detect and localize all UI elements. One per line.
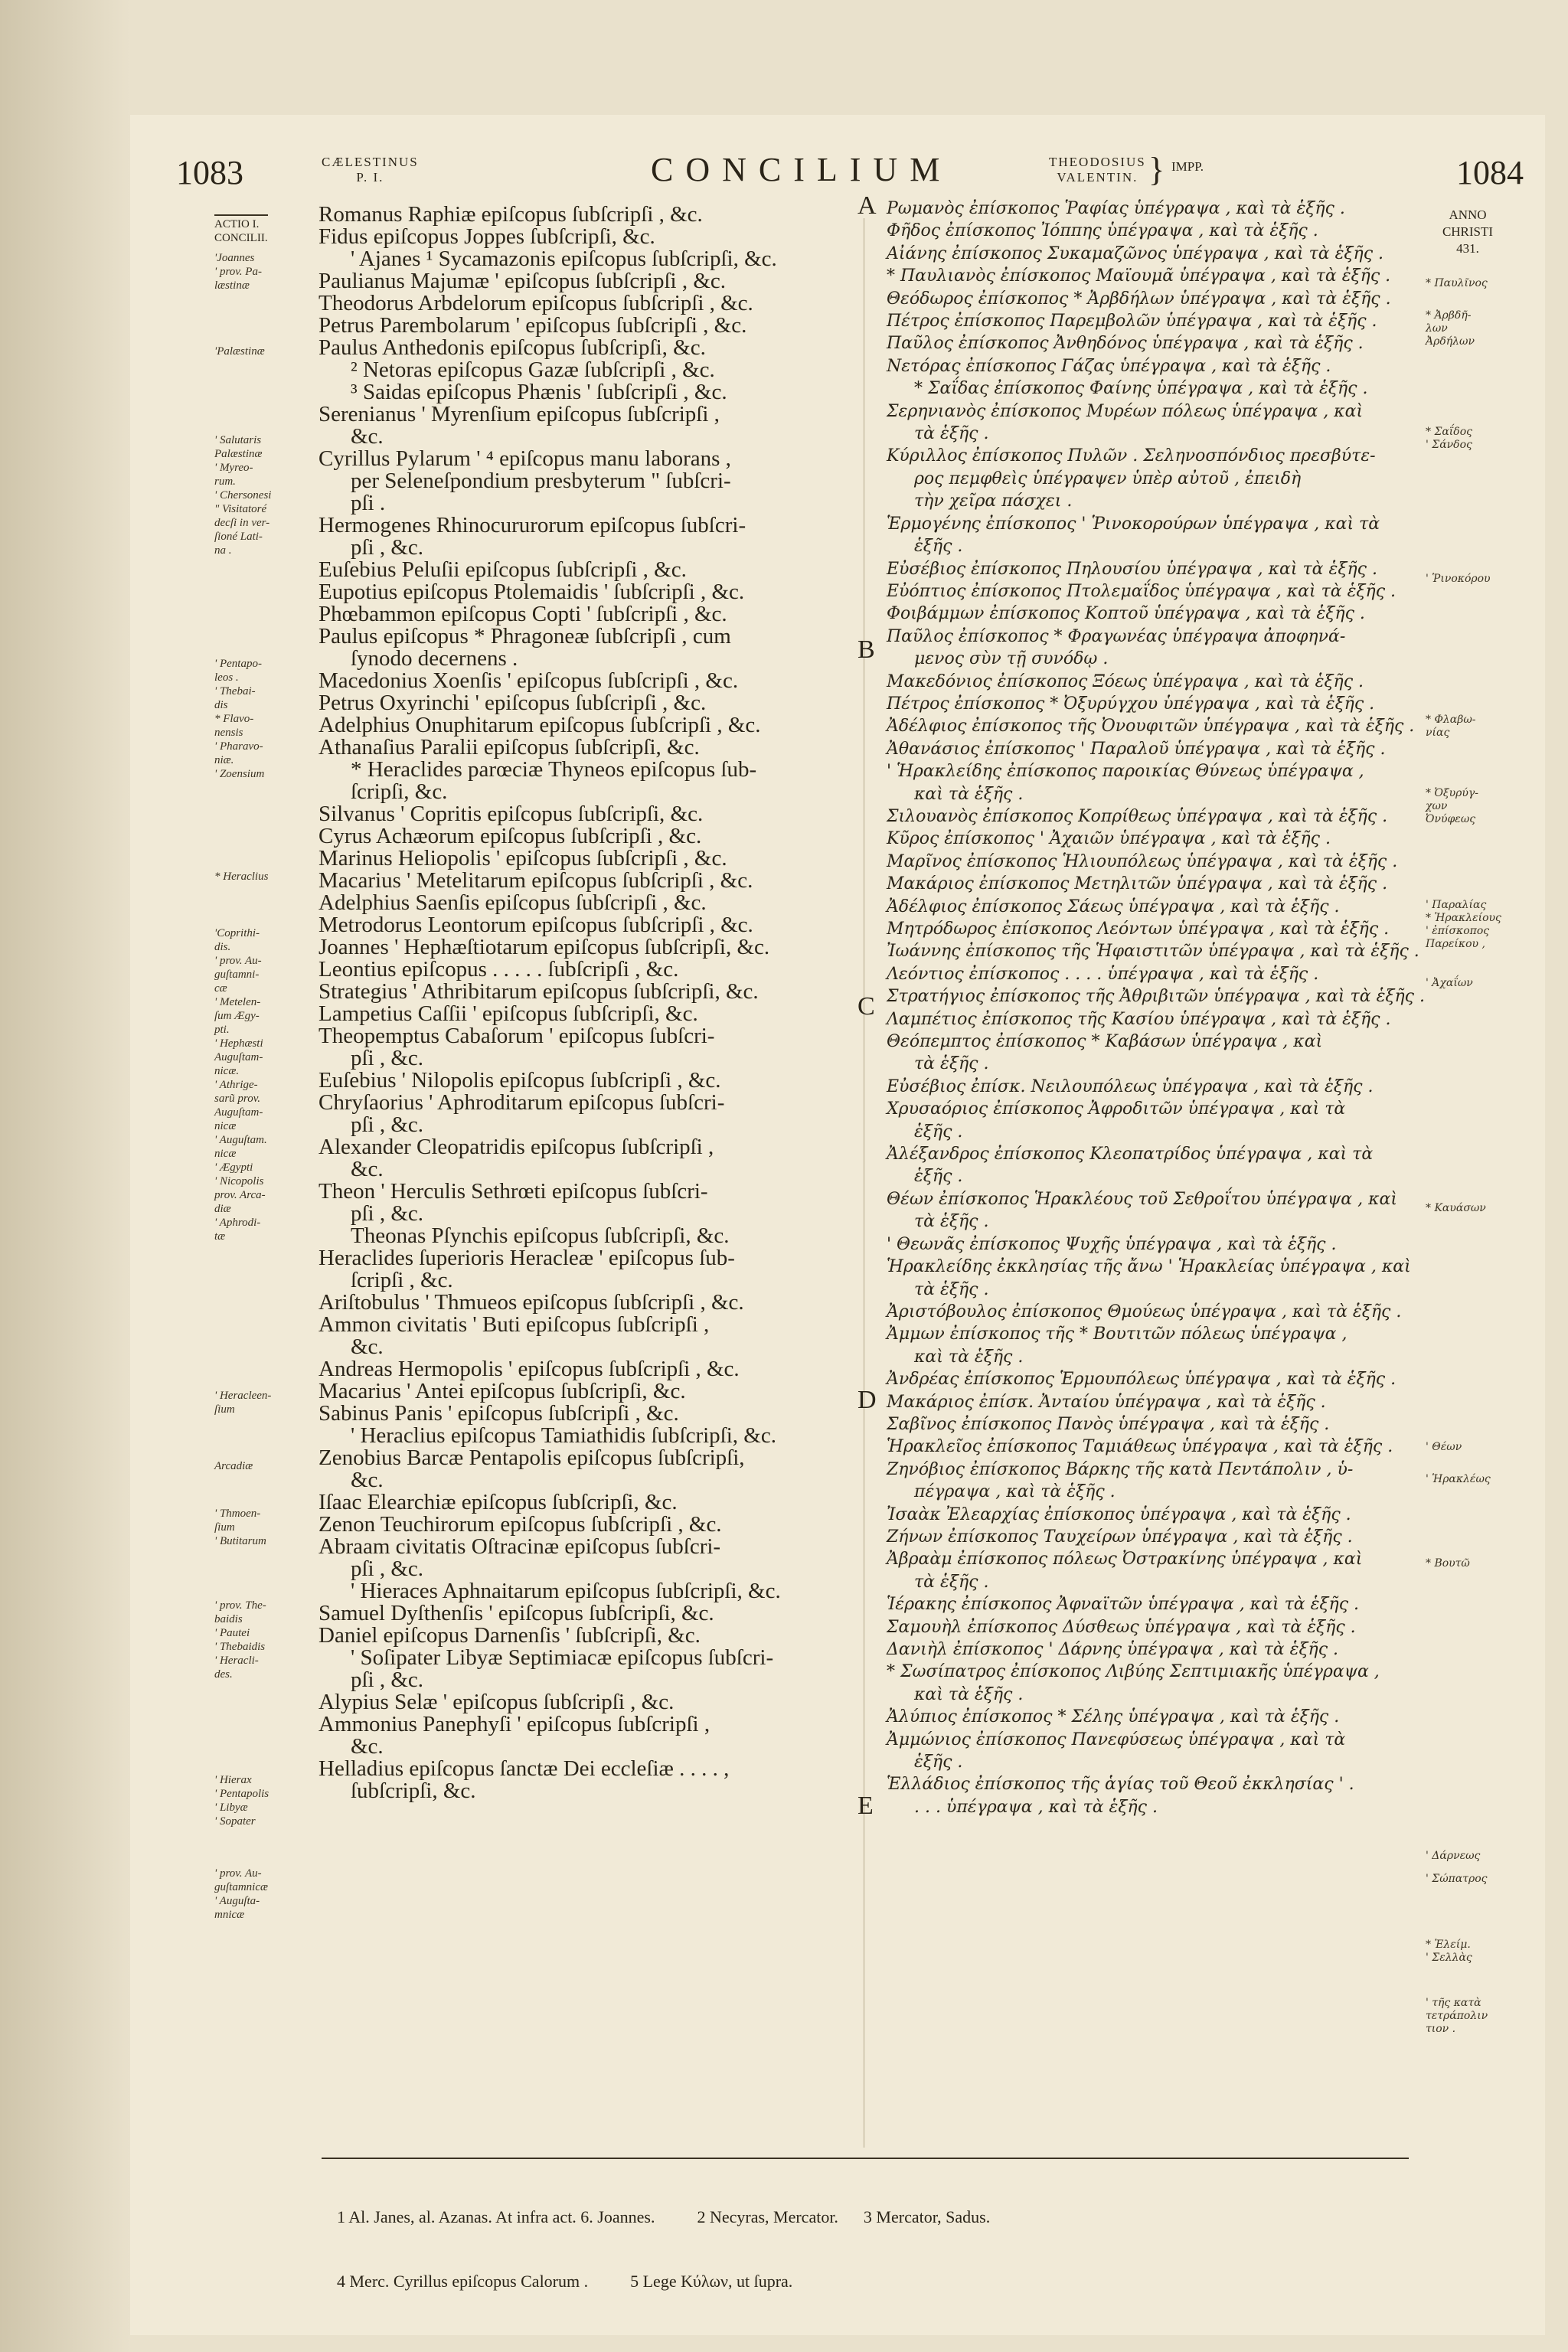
latin-column [318, 204, 847, 1802]
greek-subscription-line: καὶ τὰ ἑξῆς . [914, 784, 1024, 804]
latin-subscription-line: Hermogenes Rhinocururorum epiſcopus ſubſcri- [318, 513, 746, 537]
right-margin-note: * Ἐλείμ. ' Σελλὰς [1426, 1939, 1472, 1964]
greek-subscription-line: καὶ τὰ ἑξῆς . [914, 1684, 1024, 1704]
greek-subscription-line: ' Θεωνᾶς ἐπίσκοπος Ψυχῆς ὑπέγραψα , καὶ τὰ ἑξῆς . [887, 1234, 1337, 1254]
header-brace: } [1148, 151, 1165, 188]
greek-subscription-line: Ἀμμων ἐπίσκοπος τῆς * Βουτιτῶν πόλεως ὑπέγραψα , [887, 1325, 1348, 1344]
greek-subscription-line: Ζήνων ἐπίσκοπος Ταυχείρων ὑπέγραψα , καὶ τὰ ἑξῆς . [887, 1527, 1353, 1547]
left-margin-note: ' prov. The- baidis ' Pautei ' Thebaidis ' Heracli- des. [214, 1599, 266, 1681]
latin-subscription-line: * Heraclides parœciæ Thyneos epiſcopus ſub- [351, 757, 757, 782]
greek-subscription-line: Ἡρακλεῖος ἐπίσκοπος Ταμιάθεως ὑπέγραψα , καὶ τὰ ἑξῆς . [887, 1437, 1393, 1457]
latin-subscription-line: Daniel epiſcopus Darnenſis ' ſubſcripſi, &c. [318, 1623, 701, 1648]
greek-subscription-line: ἑξῆς . [914, 537, 963, 557]
latin-subscription-line: Silvanus ' Copritis epiſcopus ſubſcripſi, &c. [318, 802, 704, 826]
latin-subscription-line: Petrus Oxyrinchi ' epiſcopus ſubſcripſi , &c. [318, 691, 707, 715]
latin-subscription-line: Strategius ' Athribitarum epiſcopus ſubſcripſi, &c. [318, 979, 759, 1004]
section-letter: D [858, 1386, 877, 1414]
latin-subscription-line: Athanaſius Paralii epiſcopus ſubſcripſi, &c. [318, 735, 700, 760]
latin-subscription-line: Iſaac Elearchiæ epiſcopus ſubſcripſi, &c. [318, 1490, 678, 1514]
greek-subscription-line: Ἰωάννης ἐπίσκοπος τῆς Ἡφαιστιτῶν ὑπέγραψα , καὶ τὰ ἑξῆς . [887, 942, 1419, 962]
latin-subscription-line: Leontius epiſcopus . . . . . ſubſcripſi , &c. [318, 957, 679, 982]
latin-subscription-line: Euſebius Peluſii epiſcopus ſubſcripſi , &c. [318, 557, 687, 582]
section-letter: B [858, 635, 875, 664]
latin-subscription-line: Eupotius epiſcopus Ptolemaidis ' ſubſcripſi , &c. [318, 580, 745, 604]
greek-subscription-line: ἑξῆς . [914, 1167, 963, 1187]
footnote-line-2: 4 Merc. Cyrillus epiſcopus Calorum . 5 Lege Κύλων, ut ſupra. [337, 2272, 793, 2291]
greek-column [887, 198, 1423, 1818]
greek-subscription-line: Μακάριος ἐπίσκοπος Μετηλιτῶν ὑπέγραψα , καὶ τὰ ἑξῆς . [887, 874, 1388, 894]
latin-subscription-line: Lampetius Caſſii ' epiſcopus ſubſcripſi, &c. [318, 1001, 698, 1026]
header-pope-label [322, 155, 419, 185]
greek-subscription-line: * Σωσίπατρος ἐπίσκοπος Λιβύης Σεπτιμιακῆς ὑπέγραψα , [887, 1662, 1380, 1682]
latin-subscription-line: Ammon civitatis ' Buti epiſcopus ſubſcripſi , [318, 1312, 710, 1337]
left-margin-note: 'Joannes ' prov. Pa- læstinæ [214, 252, 262, 292]
greek-subscription-line: τὰ ἑξῆς . [914, 1054, 989, 1074]
right-margin-note: * Βουτῶ [1426, 1557, 1470, 1570]
page-number-left: 1083 [176, 154, 243, 191]
greek-subscription-line: Σερηνιανὸς ἐπίσκοπος Μυρέων πόλεως ὑπέγραψα , καὶ [887, 401, 1364, 421]
latin-subscription-line: pſi , &c. [351, 1557, 424, 1581]
greek-subscription-line: Σαβῖνος ἐπίσκοπος Πανὸς ὑπέγραψα , καὶ τὰ ἑξῆς . [887, 1414, 1330, 1434]
latin-subscription-line: Helladius epiſcopus ſanctæ Dei eccleſiæ . . . . , [318, 1756, 730, 1781]
greek-subscription-line: Σαμουὴλ ἐπίσκοπος Δύσθεως ὑπέγραψα , καὶ τὰ ἑξῆς . [887, 1617, 1356, 1637]
greek-subscription-line: Ἀνδρέας ἐπίσκοπος Ἑρμουπόλεως ὑπέγραψα , καὶ τὰ ἑξῆς . [887, 1370, 1396, 1390]
greek-subscription-line: Ἀδέλφιος ἐπίσκοπος Σάεως ὑπέγραψα , καὶ τὰ ἑξῆς . [887, 897, 1340, 916]
greek-subscription-line: Σιλουανὸς ἐπίσκοπος Κοπρίθεως ὑπέγραψα , καὶ τὰ ἑξῆς . [887, 806, 1388, 826]
latin-subscription-line: pſi , &c. [351, 1668, 424, 1692]
greek-subscription-line: Ἀριστόβουλος ἐπίσκοπος Θμούεως ὑπέγραψα , καὶ τὰ ἑξῆς . [887, 1302, 1402, 1321]
greek-subscription-line: * Σαΐδας ἐπίσκοπος Φαίνης ὑπέγραψα , καὶ τὰ ἑξῆς . [914, 379, 1368, 399]
latin-subscription-line: pſi , &c. [351, 1046, 424, 1070]
latin-subscription-line: Sabinus Panis ' epiſcopus ſubſcripſi , &c. [318, 1401, 679, 1426]
latin-subscription-line: ' Ajanes ¹ Sycamazonis epiſcopus ſubſcripſi, &c. [351, 247, 777, 271]
latin-subscription-line: Adelphius Onuphitarum epiſcopus ſubſcripſi , &c. [318, 713, 761, 737]
latin-subscription-line: Petrus Parembolarum ' epiſcopus ſubſcripſi , &c. [318, 313, 747, 338]
latin-subscription-line: Fidus epiſcopus Joppes ſubſcripſi, &c. [318, 224, 655, 249]
greek-subscription-line: Αἰάνης ἐπίσκοπος Συκαμαζῶνος ὑπέγραψα , καὶ τὰ ἑξῆς . [887, 243, 1383, 263]
latin-subscription-line: ' Soſipater Libyæ Septimiacæ epiſcopus ſubſcri- [351, 1645, 774, 1670]
latin-subscription-line: Adelphius Saenſis epiſcopus ſubſcripſi , &c. [318, 890, 707, 915]
greek-subscription-line: τὰ ἑξῆς . [914, 1572, 989, 1592]
greek-subscription-line: Πέτρος ἐπίσκοπος * Ὀξυρύγχου ὑπέγραψα , καὶ τὰ ἑξῆς . [887, 694, 1375, 714]
latin-subscription-line: Paulianus Majumæ ' epiſcopus ſubſcripſi , &c. [318, 269, 726, 293]
latin-subscription-line: Heraclides ſuperioris Heracleæ ' epiſcopus ſub- [318, 1246, 735, 1270]
latin-subscription-line: &c. [351, 1157, 384, 1181]
right-margin-note: ' Δάρνεως [1426, 1850, 1481, 1862]
header-title: CONCILIUM [651, 151, 952, 188]
latin-subscription-line: Andreas Hermopolis ' epiſcopus ſubſcripſi , &c. [318, 1357, 740, 1381]
greek-subscription-line: Θεόδωρος ἐπίσκοπος * Ἀρβδήλων ὑπέγραψα , καὶ τὰ ἑξῆς . [887, 289, 1391, 309]
latin-subscription-line: Metrodorus Leontorum epiſcopus ſubſcripſi , &c. [318, 913, 753, 937]
left-margin-note: ' Hierax ' Pentapolis ' Libyæ ' Sopater [214, 1774, 270, 1828]
section-letter: C [858, 992, 875, 1021]
greek-subscription-line: Ἀμμώνιος ἐπίσκοπος Πανεφύσεως ὑπέγραψα , καὶ τὰ [887, 1730, 1346, 1749]
right-margin-note: * Ὀξυρύγ- χων Ὀνύφεως [1426, 787, 1478, 825]
latin-subscription-line: Samuel Dyſthenſis ' epiſcopus ſubſcripſi, &c. [318, 1601, 714, 1625]
header-pope-number: P. I. [356, 170, 384, 185]
latin-subscription-line: Joannes ' Hephæſtiotarum epiſcopus ſubſcripſi, &c. [318, 935, 770, 959]
latin-subscription-line: ſcripſi , &c. [351, 1268, 453, 1292]
greek-subscription-line: Χρυσαόριος ἐπίσκοπος Ἀφροδιτῶν ὑπέγραψα , καὶ τὰ [887, 1099, 1346, 1119]
latin-subscription-line: Zenon Teuchirorum epiſcopus ſubſcripſi , &c. [318, 1512, 722, 1537]
right-margin-note: ' Θέων [1426, 1441, 1462, 1453]
footnote-line-1: 1 Al. Janes, al. Azanas. At infra act. 6. Joannes. 2 Necyras, Mercator. 3 Mercator, Sadus. [337, 2207, 991, 2226]
right-margin-note: ' Σώπατρος [1426, 1873, 1488, 1885]
greek-subscription-line: Ἱέρακης ἐπίσκοπος Ἀφναϊτῶν ὑπέγραψα , καὶ τὰ ἑξῆς . [887, 1595, 1360, 1615]
left-margin-note: ' Thmoen- ſium ' Butitarum [214, 1508, 266, 1547]
footnote-rule [322, 2158, 1409, 2159]
header-emperor-1: THEODOSIUS [1049, 155, 1146, 169]
latin-subscription-line: pſi , &c. [351, 1201, 424, 1226]
latin-subscription-line: pſi . [351, 491, 386, 515]
header-emperor-2: VALENTIN. [1057, 170, 1138, 185]
greek-subscription-line: Ἑρμογένης ἐπίσκοπος ' Ῥινοκορούρων ὑπέγραψα , καὶ τὰ [887, 514, 1380, 534]
section-letter: E [858, 1792, 874, 1820]
right-margin-note: * Σαΐδος ' Σάνδος [1426, 426, 1472, 451]
section-letters [850, 191, 880, 2144]
latin-subscription-line: Macarius ' Metelitarum epiſcopus ſubſcripſi , &c. [318, 868, 753, 893]
header-pope-name: CÆLESTINUS [322, 155, 419, 169]
right-margin-note: ' Ἀχαΐων [1426, 977, 1473, 989]
right-margin-note: * Καυάσων [1426, 1202, 1486, 1214]
latin-subscription-line: Chryſaorius ' Aphroditarum epiſcopus ſubſcri- [318, 1090, 725, 1115]
latin-subscription-line: ³ Saidas epiſcopus Phænis ' ſubſcripſi , &c. [351, 380, 727, 404]
greek-subscription-line: Ἀθανάσιος ἐπίσκοπος ' Παραλοῦ ὑπέγραψα , καὶ τὰ ἑξῆς . [887, 739, 1386, 759]
latin-subscription-line: ſcripſi, &c. [351, 779, 448, 804]
latin-subscription-line: pſi , &c. [351, 535, 424, 560]
right-margin-note: ' Ἡρακλέως [1426, 1473, 1491, 1485]
latin-subscription-line: Cyrus Achæorum epiſcopus ſubſcripſi , &c. [318, 824, 702, 848]
greek-subscription-line: τὰ ἑξῆς . [914, 1279, 989, 1299]
greek-subscription-line: Παῦλος ἐπίσκοπος * Φραγωνέας ὑπέγραψα ἀποφηνά- [887, 626, 1346, 646]
left-margin-note: * Heraclius [214, 871, 269, 883]
footnotes [337, 2164, 1409, 2314]
greek-subscription-line: Ἀλύπιος ἐπίσκοπος * Σέλης ὑπέγραψα , καὶ τὰ ἑξῆς . [887, 1707, 1340, 1727]
latin-subscription-line: &c. [351, 424, 384, 449]
greek-subscription-line: Ἀλέξανδρος ἐπίσκοπος Κλεοπατρίδος ὑπέγραψα , καὶ τὰ [887, 1145, 1374, 1165]
right-margin-note: ' τῆς κατὰ τετράπολιν τιον . [1426, 1997, 1488, 2035]
greek-subscription-line: Μακεδόνιος ἐπίσκοπος Ξόεως ὑπέγραψα , καὶ τὰ ἑξῆς . [887, 671, 1364, 691]
greek-subscription-line: Εὐόπτιος ἐπίσκοπος Πτολεμαΐδος ὑπέγραψα , καὶ τὰ ἑξῆς . [887, 581, 1396, 601]
latin-subscription-line: Marinus Heliopolis ' epiſcopus ſubſcripſi , &c. [318, 846, 727, 871]
latin-subscription-line: Euſebius ' Nilopolis epiſcopus ſubſcripſi , &c. [318, 1068, 721, 1093]
greek-subscription-line: Ἑλλάδιος ἐπίσκοπος τῆς ἁγίας τοῦ Θεοῦ ἐκκλησίας ' . [887, 1775, 1354, 1795]
actio-label: ACTIO I. CONCILII. [214, 214, 268, 245]
latin-subscription-line: ſubſcripſi, &c. [351, 1779, 476, 1803]
latin-subscription-line: Ammonius Panephyſi ' epiſcopus ſubſcripſi , [318, 1712, 710, 1736]
latin-subscription-line: Romanus Raphiæ epiſcopus ſubſcripſi , &c. [318, 202, 703, 227]
left-margin-note: ' Pentapo- leos . ' Thebai- dis * Flavo- nensis ' Pharavo- niæ. ' Zoensium [214, 658, 265, 780]
greek-subscription-line: Κύριλλος ἐπίσκοπος Πυλῶν . Σεληνοσπόνδιος πρεσβύτε- [887, 446, 1376, 466]
greek-subscription-line: ρος πεμφθεὶς ὑπέγραψεν ὑπὲρ αὐτοῦ , ἐπειδὴ [914, 469, 1302, 488]
greek-subscription-line: τὴν χεῖρα πάσχει . [914, 492, 1073, 511]
latin-subscription-line: Macedonius Xoenſis ' epiſcopus ſubſcripſi , &c. [318, 668, 739, 693]
greek-subscription-line: Ἰσαὰκ Ἐλεαρχίας ἐπίσκοπος ὑπέγραψα , καὶ τὰ ἑξῆς . [887, 1504, 1351, 1524]
greek-subscription-line: * Παυλιανὸς ἐπίσκοπος Μαϊουμᾶ ὑπέγραψα , καὶ τὰ ἑξῆς . [887, 266, 1391, 286]
right-margin-note: * Φλαβω- νίας [1426, 714, 1476, 739]
latin-subscription-line: Alexander Cleopatridis epiſcopus ſubſcripſi , [318, 1135, 714, 1159]
greek-subscription-line: Κῦρος ἐπίσκοπος ' Ἀχαιῶν ὑπέγραψα , καὶ τὰ ἑξῆς . [887, 829, 1331, 849]
greek-subscription-line: Ἀδέλφιος ἐπίσκοπος τῆς Ὀνουφιτῶν ὑπέγραψα , καὶ τὰ ἑξῆς . [887, 717, 1415, 737]
section-letter: A [858, 191, 877, 220]
greek-subscription-line: Εὐσέβιος ἐπίσκοπος Πηλουσίου ὑπέγραψα , καὶ τὰ ἑξῆς . [887, 559, 1377, 579]
latin-subscription-line: Paulus Anthedonis epiſcopus ſubſcripſi, &c. [318, 335, 706, 360]
latin-subscription-line: Zenobius Barcæ Pentapolis epiſcopus ſubſcripſi, [318, 1446, 745, 1470]
latin-subscription-line: Serenianus ' Myrenſium epiſcopus ſubſcripſi , [318, 402, 720, 426]
left-margin-note: 'Palæstinæ [214, 345, 265, 358]
greek-subscription-line: Ἡρακλείδης ἐκκλησίας τῆς ἄνω ' Ἡρακλείας ὑπέγραψα , καὶ [887, 1257, 1411, 1277]
latin-subscription-line: Theopemptus Cabaſorum ' epiſcopus ſubſcri- [318, 1024, 715, 1048]
latin-subscription-line: Theon ' Herculis Sethrœti epiſcopus ſubſcri- [318, 1179, 708, 1204]
latin-subscription-line: Cyrillus Pylarum ' ⁴ epiſcopus manu laborans , [318, 446, 731, 471]
greek-subscription-line: Στρατήγιος ἐπίσκοπος τῆς Ἀθριβιτῶν ὑπέγραψα , καὶ τὰ ἑξῆς . [887, 987, 1425, 1007]
greek-subscription-line: Ἀβραὰμ ἐπίσκοπος πόλεως Ὀστρακίνης ὑπέγραψα , καὶ [887, 1550, 1363, 1570]
greek-subscription-line: Λαμπέτιος ἐπίσκοπος τῆς Κασίου ὑπέγραψα , καὶ τὰ ἑξῆς . [887, 1009, 1391, 1029]
greek-subscription-line: μενος σὺν τῇ συνόδῳ . [914, 649, 1109, 669]
greek-subscription-line: Φοιβάμμων ἐπίσκοπος Κοπτοῦ ὑπέγραψα , καὶ τὰ ἑξῆς . [887, 604, 1365, 624]
latin-subscription-line: Paulus epiſcopus * Phragoneæ ſubſcripſi , cum [318, 624, 731, 648]
left-margin-note: ' prov. Au- guſtamnicæ ' Auguſta- mnicæ [214, 1867, 268, 1921]
greek-subscription-line: ' Ἡρακλείδης ἐπίσκοπος παροικίας Θύνεως ὑπέγραψα , [887, 762, 1364, 782]
greek-subscription-line: καὶ τὰ ἑξῆς . [914, 1347, 1024, 1367]
latin-subscription-line: Phœbammon epiſcopus Copti ' ſubſcripſi , &c. [318, 602, 727, 626]
greek-subscription-line: Λεόντιος ἐπίσκοπος . . . . ὑπέγραψα , καὶ τὰ ἑξῆς . [887, 964, 1319, 984]
greek-subscription-line: Δανιὴλ ἐπίσκοπος ' Δάρνης ὑπέγραψα , καὶ τὰ ἑξῆς . [887, 1640, 1339, 1659]
greek-subscription-line: Νετόρας ἐπίσκοπος Γάζας ὑπέγραψα , καὶ τὰ ἑξῆς . [887, 356, 1331, 376]
latin-subscription-line: ſynodo decernens . [351, 646, 518, 671]
right-margin-note: * Ἀρβδῆ- λων Ἀρδήλων [1426, 309, 1475, 348]
latin-subscription-line: Ariſtobulus ' Thmueos epiſcopus ſubſcripſi , &c. [318, 1290, 744, 1315]
right-margin-note: ' Ῥινοκόρου [1426, 573, 1491, 585]
greek-subscription-line: Μητρόδωρος ἐπίσκοπος Λεόντων ὑπέγραψα , καὶ τὰ ἑξῆς . [887, 920, 1390, 939]
greek-subscription-line: Εὐσέβιος ἐπίσκ. Νειλουπόλεως ὑπέγραψα , καὶ τὰ ἑξῆς . [887, 1076, 1374, 1096]
greek-subscription-line: Μακάριος ἐπίσκ. Ἀνταίου ὑπέγραψα , καὶ τὰ ἑξῆς . [887, 1392, 1326, 1412]
latin-subscription-line: Abraam civitatis Oſtracinæ epiſcopus ſubſcri- [318, 1534, 721, 1559]
greek-subscription-line: πέγραψα , καὶ τὰ ἑξῆς . [914, 1482, 1116, 1502]
binding-shadow [0, 0, 130, 2352]
latin-subscription-line: ² Netoras epiſcopus Gazæ ſubſcripſi , &c. [351, 358, 715, 382]
header-impp: IMPP. [1171, 159, 1204, 174]
latin-subscription-line: Theodorus Arbdelorum epiſcopus ſubſcripſi , &c. [318, 291, 753, 315]
greek-subscription-line: Μαρῖνος ἐπίσκοπος Ἡλιουπόλεως ὑπέγραψα , καὶ τὰ ἑξῆς . [887, 851, 1398, 871]
latin-subscription-line: &c. [351, 1734, 384, 1759]
latin-subscription-line: &c. [351, 1468, 384, 1492]
greek-subscription-line: Παῦλος ἐπίσκοπος Ἀνθηδόνος ὑπέγραψα , καὶ τὰ ἑξῆς . [887, 334, 1364, 354]
page-number-right: 1084 [1456, 154, 1524, 191]
greek-subscription-line: τὰ ἑξῆς . [914, 1212, 989, 1232]
greek-subscription-line: Θέων ἐπίσκοπος Ἡρακλέους τοῦ Σεθροΐτου ὑπέγραψα , καὶ [887, 1189, 1398, 1209]
latin-subscription-line: ' Heraclius epiſcopus Tamiathidis ſubſcripſi, &c. [351, 1423, 776, 1448]
greek-subscription-line: Ρωμανὸς ἐπίσκοπος Ῥαφίας ὑπέγραψα , καὶ τὰ ἑξῆς . [887, 199, 1345, 218]
anno-christi-label: ANNO CHRISTI 431. [1442, 207, 1494, 256]
latin-subscription-line: ' Hieraces Aphnaitarum epiſcopus ſubſcripſi, &c. [351, 1579, 781, 1603]
greek-subscription-line: Ζηνόβιος ἐπίσκοπος Βάρκης τῆς κατὰ Πεντάπολιν , ὑ- [887, 1459, 1354, 1479]
greek-subscription-line: Θεόπεμπτος ἐπίσκοπος * Καβάσων ὑπέγραψα , καὶ [887, 1032, 1323, 1052]
greek-subscription-line: . . . ὑπέγραψα , καὶ τὰ ἑξῆς . [914, 1797, 1158, 1817]
right-margin-note: * Παυλῖνος [1426, 277, 1488, 289]
latin-subscription-line: per Seleneſpondium presbyterum " ſubſcri- [351, 469, 731, 493]
right-margin-note: ' Παραλίας * Ἡρακλείους ' ἐπίσκοπος Παρείκου , [1426, 899, 1501, 950]
left-margin-note: ' Salutaris Palæstinæ ' Myreo- rum. ' Chersonesi " Visitatoré decſi in ver- ſioné Lati- na . [214, 434, 272, 557]
latin-subscription-line: Theonas Pſynchis epiſcopus ſubſcripſi, &c. [351, 1223, 730, 1248]
header-emperors-label [1049, 155, 1146, 185]
greek-subscription-line: Φῆδος ἐπίσκοπος Ἰόππης ὑπέγραψα , καὶ τὰ ἑξῆς . [887, 221, 1318, 241]
greek-subscription-line: Πέτρος ἐπίσκοπος Παρεμβολῶν ὑπέγραψα , καὶ τὰ ἑξῆς . [887, 312, 1377, 332]
latin-subscription-line: pſi , &c. [351, 1112, 424, 1137]
latin-subscription-line: Alypius Selæ ' epiſcopus ſubſcripſi , &c. [318, 1690, 675, 1714]
latin-subscription-line: &c. [351, 1334, 384, 1359]
greek-subscription-line: ἑξῆς . [914, 1122, 963, 1142]
greek-subscription-line: τὰ ἑξῆς . [914, 424, 989, 444]
greek-subscription-line: ἑξῆς . [914, 1753, 963, 1772]
left-margin-note: ' Heracleen- ſium [214, 1390, 272, 1416]
left-margin-note: 'Coprithi- dis. ' prov. Au- guſtamni- cæ ' Metelen- ſum Ægy- pti. ' Hephæsti Auguſtam- nicæ. ' Athrige- sarũ prov. Auguſtam- nicæ ' Auguſtam. nicæ ' Ægypti ' Nicopolis prov. Arca- diæ ' Aphrodi- tæ [214, 927, 267, 1243]
left-margin-note: Arcadiæ [214, 1460, 253, 1472]
latin-subscription-line: Macarius ' Antei epiſcopus ſubſcripſi, &c. [318, 1379, 686, 1403]
